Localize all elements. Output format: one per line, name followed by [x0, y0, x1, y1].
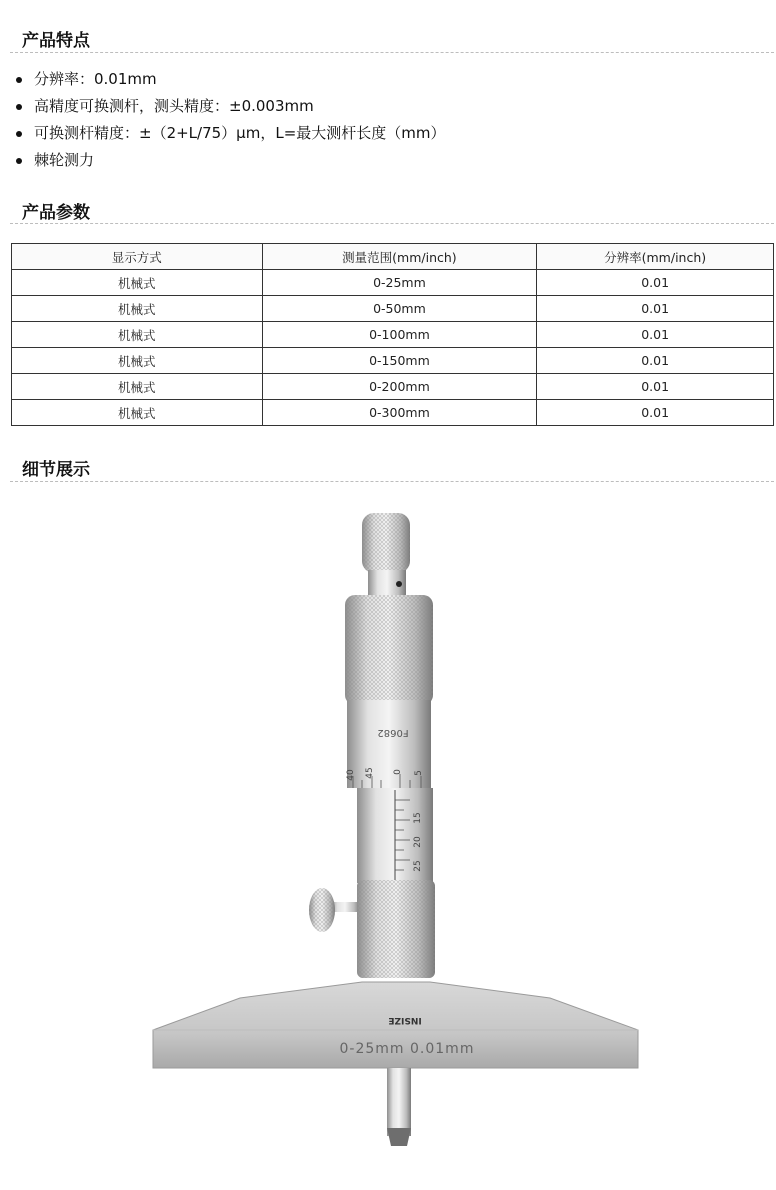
cell-range: 0-150mm	[262, 348, 537, 374]
details-divider	[10, 481, 774, 482]
cell-display-mode: 机械式	[12, 296, 263, 322]
serial-text: F0682	[377, 727, 409, 738]
thimble-mark-0: 0	[393, 769, 403, 775]
sleeve	[357, 788, 433, 883]
table-header-row	[12, 244, 774, 270]
collar-knurled	[357, 880, 435, 978]
base-bar	[153, 982, 638, 1068]
measuring-rod	[387, 1068, 411, 1146]
cell-resolution: 0.01	[537, 348, 774, 374]
cell-range: 0-100mm	[262, 322, 537, 348]
params-table	[11, 243, 774, 426]
cell-resolution: 0.01	[537, 400, 774, 426]
cell-display-mode: 机械式	[12, 374, 263, 400]
feature-text: 高精度可换测杆，测头精度：±0.003mm	[34, 97, 314, 115]
bullet-icon	[16, 131, 22, 137]
thimble-scale	[346, 700, 431, 788]
cell-display-mode: 机械式	[12, 270, 263, 296]
header-display-mode: 显示方式	[12, 244, 263, 270]
params-heading: 产品参数	[22, 203, 90, 223]
cell-resolution: 0.01	[537, 270, 774, 296]
sleeve-mark-15: 15	[413, 812, 423, 824]
cell-display-mode: 机械式	[12, 322, 263, 348]
cell-range: 0-200mm	[262, 374, 537, 400]
cell-range: 0-50mm	[262, 296, 537, 322]
brand-logo: INSIZE	[388, 1015, 422, 1025]
cell-resolution: 0.01	[537, 322, 774, 348]
cell-range: 0-300mm	[262, 400, 537, 426]
feature-item	[14, 120, 445, 147]
table-row	[12, 296, 774, 322]
table-row	[12, 348, 774, 374]
ratchet-knob	[362, 513, 410, 596]
lock-screw	[309, 888, 360, 932]
feature-item	[14, 147, 445, 174]
bullet-icon	[16, 158, 22, 164]
feature-text: 分辨率：0.01mm	[34, 70, 157, 88]
features-divider	[10, 52, 774, 53]
features-list	[14, 66, 445, 174]
features-heading: 产品特点	[22, 31, 90, 51]
cell-display-mode: 机械式	[12, 400, 263, 426]
depth-micrometer-image	[150, 505, 640, 1155]
params-divider	[10, 223, 774, 224]
table-row	[12, 400, 774, 426]
bullet-icon	[16, 77, 22, 83]
cell-range: 0-25mm	[262, 270, 537, 296]
feature-text: 棘轮测力	[34, 151, 95, 169]
bullet-icon	[16, 104, 22, 110]
sleeve-mark-20: 20	[413, 836, 423, 848]
base-label: 0-25mm 0.01mm	[339, 1041, 475, 1057]
details-heading: 细节展示	[22, 460, 90, 480]
table-row	[12, 374, 774, 400]
thimble-mark-40: 40	[346, 769, 356, 781]
cell-display-mode: 机械式	[12, 348, 263, 374]
feature-item	[14, 66, 445, 93]
sleeve-mark-25: 25	[413, 860, 423, 872]
table-row	[12, 322, 774, 348]
cell-resolution: 0.01	[537, 374, 774, 400]
table-row	[12, 270, 774, 296]
header-resolution: 分辨率(mm/inch)	[537, 244, 774, 270]
thimble-mark-45: 45	[365, 767, 375, 779]
feature-text: 可换测杆精度：±（2+L/75）μm，L=最大测杆长度（mm）	[34, 124, 446, 142]
cell-resolution: 0.01	[537, 296, 774, 322]
thimble-knurled	[345, 595, 433, 705]
feature-item	[14, 93, 445, 120]
thimble-mark-5: 5	[414, 770, 424, 776]
header-range: 测量范围(mm/inch)	[262, 244, 537, 270]
